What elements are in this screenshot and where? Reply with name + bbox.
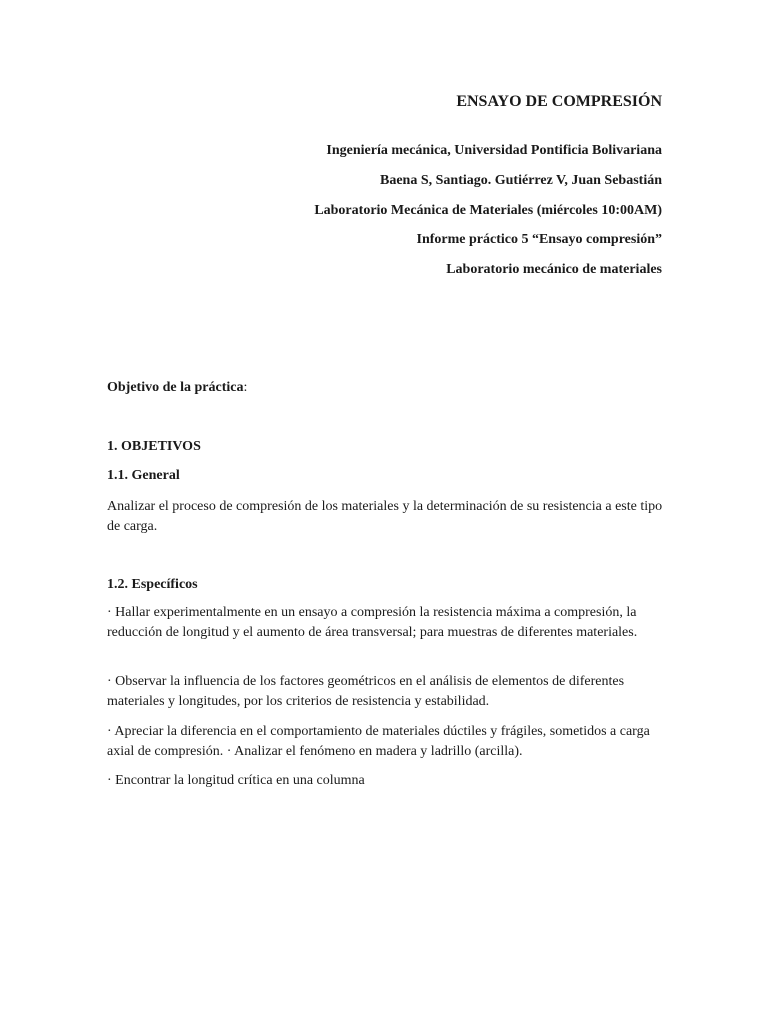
section-1-heading: 1. OBJETIVOS [107,439,201,454]
section-1-2-heading: 1.2. Específicos [107,577,198,592]
specific-item [107,603,667,643]
section-1-1-heading: 1.1. General [107,468,180,483]
header-university: Ingeniería mecánica, Universidad Pontificia Bolivariana [326,143,662,158]
specific-item-text: · Hallar experimentalmente en un ensayo a compresión la resistencia máxima a compresión, la reducción de longitud y el aumento de área transversal; para muestras de diferentes materiales. [107,605,638,640]
specific-item-text: · Encontrar la longitud crítica en una columna [107,773,365,788]
general-objective [107,497,667,537]
specific-item [107,771,667,791]
specific-item-text: · Apreciar la diferencia en el comportamiento de materiales dúctiles y frágiles, sometidos a carga axial de compresión. · Analizar el fenómeno en madera y ladrillo (arcilla). [107,724,650,759]
document-title: ENSAYO DE COMPRESIÓN [456,93,662,110]
header-laboratory: Laboratorio Mecánica de Materiales (miércoles 10:00AM) [314,203,662,218]
specific-item [107,672,667,712]
objective-colon: : [243,380,248,395]
general-objective-text: Analizar el proceso de compresión de los materiales y la determinación de su resistencia a este tipo de carga. [107,499,663,534]
objective-label: Objetivo de la práctica [107,380,244,395]
header-course: Laboratorio mecánico de materiales [446,262,662,277]
specific-item [107,722,667,762]
specific-item-text: · Observar la influencia de los factores geométricos en el análisis de elementos de diferentes materiales y longitudes, por los criterios de resistencia y estabilidad. [107,674,625,709]
objective-line [107,378,667,398]
header-authors: Baena S, Santiago. Gutiérrez V, Juan Sebastián [380,173,662,188]
header-report: Informe práctico 5 “Ensayo compresión” [416,232,662,247]
